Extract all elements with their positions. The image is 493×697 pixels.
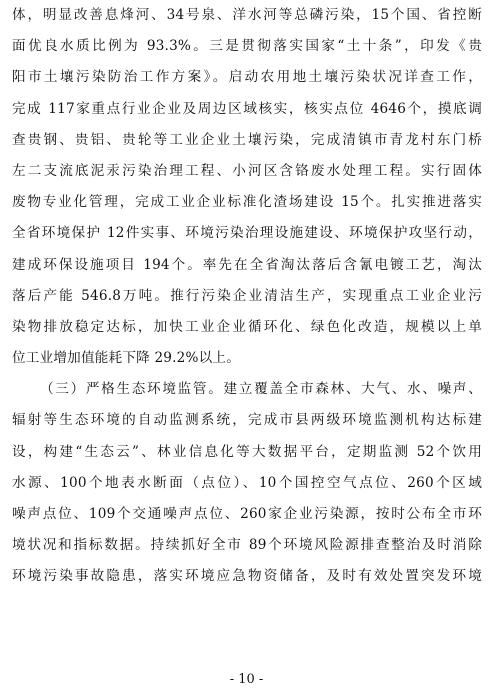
text-line: 染物排放稳定达标，加快工业企业循环化、绿色化改造，规模以上单 xyxy=(12,318,482,335)
text-line: 面优良水质比例为 93.3%。三是贯彻落实国家“土十条”，印发《贵 xyxy=(12,38,482,55)
body-text xyxy=(12,0,482,593)
text-line: 水源、100个地表水断面（点位）、10个国控空气点位、260个区域 xyxy=(12,474,482,491)
text-line: 废物专业化管理，完成工业企业标准化渣场建设 15个。扎实推进落实 xyxy=(12,194,482,211)
text-line: 建成环保设施项目 194个。率先在全省淘汰落后含氰电镀工艺，淘汰 xyxy=(12,256,482,273)
text-line: 噪声点位、109个交通噪声点位、260家企业污染源，按时公布全市环 xyxy=(12,506,482,522)
text-line: 全省环境保护 12件实事、环境污染治理设施建设、环境保护攻坚行动， xyxy=(12,225,482,242)
text-line: 体，明显改善息烽河、34号泉、洋水河等总磷污染，15个国、省控断 xyxy=(12,7,482,23)
text-line: 落后产能 546.8万吨。推行污染企业清洁生产，实现重点工业企业污 xyxy=(12,287,482,304)
section-heading-line: （三）严格生态环境监管。建立覆盖全市森林、大气、水、噪声、 xyxy=(40,381,482,398)
text-line: 环境污染事故隐患，落实环境应急物资储备，及时有效处置突发环境 xyxy=(12,568,482,585)
text-line: 境状况和指标数据。持续抓好全市 89个环境风险源排查整治及时消除 xyxy=(12,537,482,554)
page-number: - 10 - xyxy=(229,672,264,687)
text-line: 阳市土壤污染防治工作方案》。启动农用地土壤污染状况详查工作， xyxy=(12,69,482,86)
text-line: 查贵钢、贵铝、贵轮等工业企业土壤污染，完成清镇市青龙村东门桥 xyxy=(12,131,482,148)
text-line: 完成 117家重点行业企业及周边区域核实，核实点位 4646个，摸底调 xyxy=(12,100,482,117)
text-line: 设，构建“生态云”、林业信息化等大数据平台，定期监测 52个饮用 xyxy=(12,443,482,460)
text-line: 辐射等生态环境的自动监测系统，完成市县两级环境监测机构达标建 xyxy=(12,412,482,429)
text-line: 左二支流底泥汞污染治理工程、小河区含铬废水处理工程。实行固体 xyxy=(12,162,482,179)
paragraph-end-line: 位工业增加值能耗下降 29.2%以上。 xyxy=(12,350,241,367)
